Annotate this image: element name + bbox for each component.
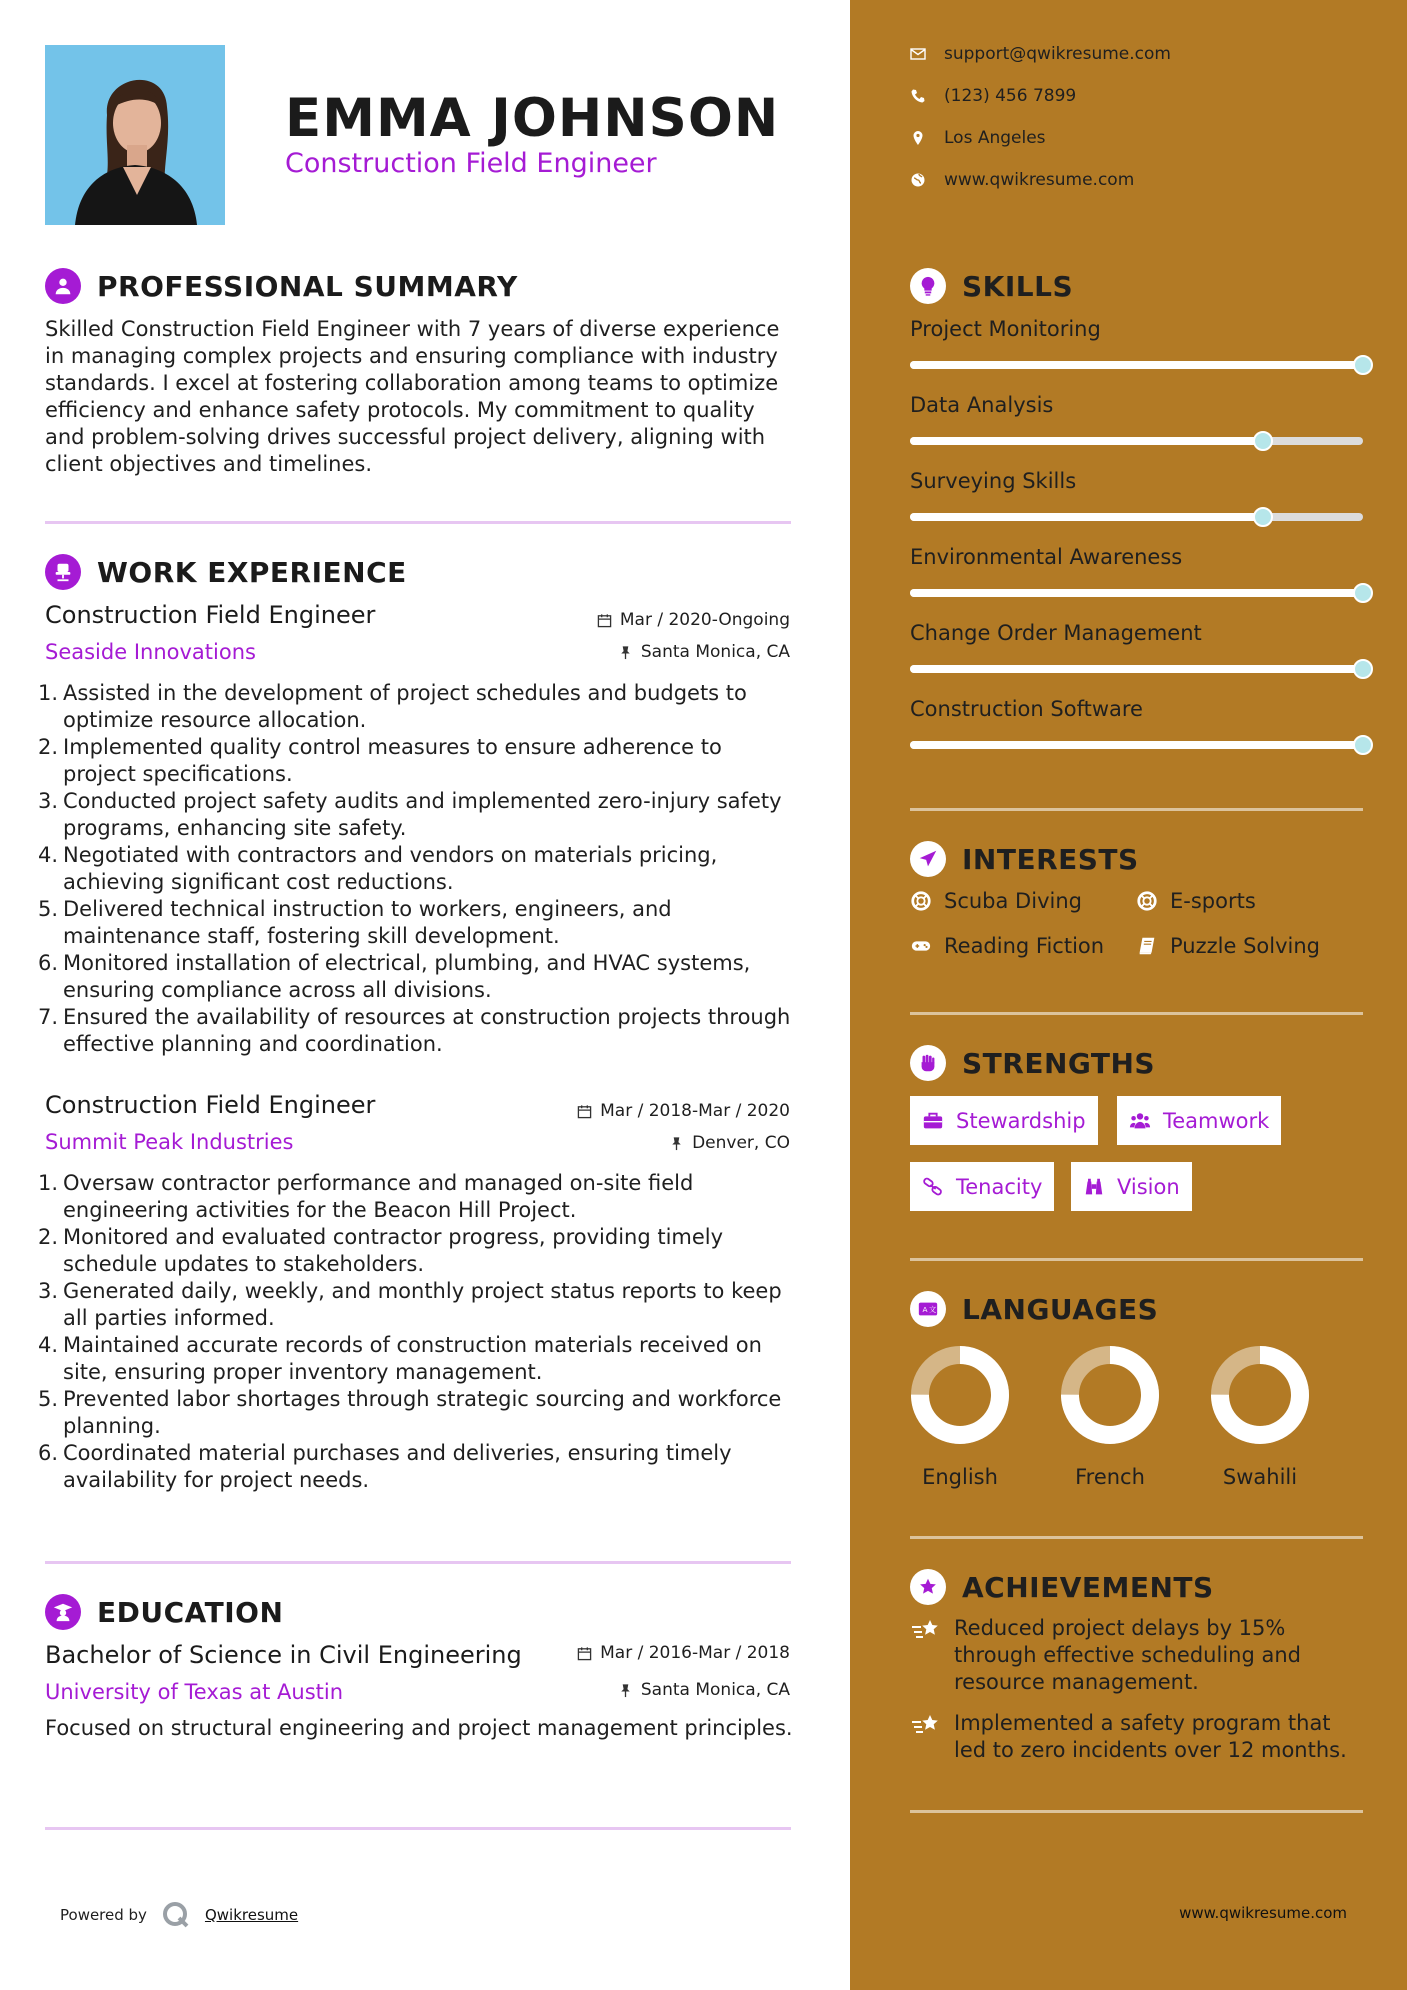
language-item <box>900 1345 1020 1489</box>
skill-name: Environmental Awareness <box>910 545 1183 569</box>
list-item: 6. Coordinated material purchases and deliveries, ensuring timely availability for project needs. <box>38 1441 732 1492</box>
language-name: English <box>922 1465 998 1489</box>
list-item: 7. Ensured the availability of resources at construction projects through effective planning and coordination. <box>38 1005 791 1056</box>
list-item: 2. Monitored and evaluated contractor progress, providing timely schedule updates to stakeholders. <box>38 1225 724 1276</box>
candidate-name: EMMA JOHNSON <box>285 88 780 149</box>
skill-level-fill <box>910 741 1363 749</box>
book-icon <box>1136 935 1158 957</box>
skill-level-knob <box>1353 355 1373 375</box>
strength-chip: Vision <box>1071 1162 1192 1211</box>
graduate-icon <box>45 1594 81 1630</box>
office-chair-icon <box>45 554 81 590</box>
skill-name: Construction Software <box>910 697 1143 721</box>
section-divider <box>910 1258 1363 1261</box>
list-item: 3. Generated daily, weekly, and monthly project status reports to keep all parties informed. <box>38 1279 782 1330</box>
qwikresume-link[interactable]: Qwikresume <box>204 1906 299 1924</box>
shooting-star-icon <box>910 1617 942 1645</box>
qwikresume-logo-icon <box>161 1900 191 1930</box>
skill-name: Project Monitoring <box>910 317 1101 341</box>
candidate-title: Construction Field Engineer <box>285 148 657 179</box>
pushpin-icon <box>618 1683 633 1698</box>
education-heading: EDUCATION <box>45 1594 283 1630</box>
pushpin-icon <box>669 1136 684 1151</box>
envelope-icon <box>910 46 926 62</box>
skill-level-bar <box>910 437 1363 445</box>
job-location: Denver, CO <box>669 1133 790 1153</box>
skill-level-knob <box>1353 735 1373 755</box>
language-name: French <box>1075 1465 1145 1489</box>
job-dates: Mar / 2018-Mar / 2020 <box>577 1101 790 1121</box>
skill-name: Data Analysis <box>910 393 1054 417</box>
profile-photo <box>45 45 225 225</box>
languages-heading: A 文 LANGUAGES <box>910 1291 1158 1327</box>
skill-level-fill <box>910 361 1363 369</box>
education-text: Focused on structural engineering and project management principles. <box>45 1716 793 1740</box>
svg-text:A: A <box>922 1305 928 1315</box>
section-divider <box>45 1827 791 1830</box>
job-dates: Mar / 2020-Ongoing <box>597 610 790 630</box>
pushpin-icon <box>618 645 633 660</box>
contact-phone[interactable]: (123) 456 7899 <box>910 86 1076 106</box>
experience-heading: WORK EXPERIENCE <box>45 554 407 590</box>
interest-item: E-sports <box>1136 889 1256 913</box>
section-divider <box>910 1536 1363 1539</box>
language-item <box>1200 1345 1320 1489</box>
list-item: 5. Prevented labor shortages through strategic sourcing and workforce planning. <box>38 1387 782 1438</box>
job-responsibilities <box>38 680 798 1058</box>
degree-title: Bachelor of Science in Civil Engineering <box>45 1641 522 1669</box>
summary-heading: PROFESSIONAL SUMMARY <box>45 268 518 304</box>
users-icon <box>1129 1110 1151 1132</box>
job-title: Construction Field Engineer <box>45 1091 376 1119</box>
list-item: 5. Delivered technical instruction to workers, engineers, and maintenance staff, fostering skill development. <box>38 897 672 948</box>
language-name: Swahili <box>1222 1465 1298 1489</box>
svg-text:文: 文 <box>928 1305 937 1315</box>
fist-icon <box>910 1045 946 1081</box>
contact-website[interactable]: www.qwikresume.com <box>910 170 1134 190</box>
skill-level-fill <box>910 665 1363 673</box>
list-item: 1. Oversaw contractor performance and managed on-site field engineering activities for the Beacon Hill Project. <box>38 1171 694 1222</box>
list-item: 4. Negotiated with contractors and vendors on materials pricing, achieving significant cost reductions. <box>38 843 718 894</box>
globe-icon <box>910 172 926 188</box>
job-location: Santa Monica, CA <box>618 642 790 662</box>
achievement-item: Implemented a safety program that led to zero incidents over 12 months. <box>910 1710 1350 1764</box>
education-dates: Mar / 2016-Mar / 2018 <box>577 1643 790 1663</box>
phone-icon <box>910 88 926 104</box>
strengths-heading: STRENGTHS <box>910 1045 1155 1081</box>
skill-level-bar <box>910 513 1363 521</box>
section-divider <box>45 521 791 524</box>
achievements-heading: ACHIEVEMENTS <box>910 1569 1214 1605</box>
skill-name: Change Order Management <box>910 621 1202 645</box>
skill-level-bar <box>910 665 1363 673</box>
language-level-donut <box>910 1345 1010 1445</box>
achievement-item: Reduced project delays by 15% through effective scheduling and resource management. <box>910 1615 1350 1696</box>
strength-chip: Teamwork <box>1117 1096 1281 1145</box>
binoculars-icon <box>1083 1176 1105 1198</box>
education-location: Santa Monica, CA <box>618 1680 790 1700</box>
job-title: Construction Field Engineer <box>45 601 376 629</box>
language-item <box>1050 1345 1170 1489</box>
section-divider <box>910 1012 1363 1015</box>
contact-location: Los Angeles <box>910 128 1046 148</box>
skill-level-knob <box>1353 659 1373 679</box>
map-marker-icon <box>910 130 926 146</box>
lightbulb-icon <box>910 268 946 304</box>
contact-email[interactable]: support@qwikresume.com <box>910 44 1171 64</box>
strength-chip: Stewardship <box>910 1096 1098 1145</box>
strength-chip: Tenacity <box>910 1162 1054 1211</box>
school-name: University of Texas at Austin <box>45 1680 344 1704</box>
job-company: Summit Peak Industries <box>45 1130 294 1154</box>
skill-level-fill <box>910 437 1263 445</box>
list-item: 2. Implemented quality control measures to ensure adherence to project specifications. <box>38 735 722 786</box>
section-divider <box>910 1810 1363 1813</box>
interest-item: Reading Fiction <box>910 934 1104 958</box>
skill-name: Surveying Skills <box>910 469 1077 493</box>
language-level-donut <box>1210 1345 1310 1445</box>
footer-website[interactable]: www.qwikresume.com <box>1179 1904 1347 1922</box>
lifebuoy-icon <box>910 890 932 912</box>
skill-level-bar <box>910 361 1363 369</box>
calendar-icon <box>597 613 612 628</box>
skill-level-fill <box>910 513 1263 521</box>
paper-plane-icon <box>910 841 946 877</box>
list-item: 6. Monitored installation of electrical, plumbing, and HVAC systems, ensuring compliance across all divisions. <box>38 951 751 1002</box>
section-divider <box>45 1561 791 1564</box>
user-icon <box>45 268 81 304</box>
calendar-icon <box>577 1646 592 1661</box>
job-company: Seaside Innovations <box>45 640 256 664</box>
person-photo-icon <box>45 45 225 225</box>
calendar-icon <box>577 1104 592 1119</box>
link-icon <box>922 1176 944 1198</box>
star-badge-icon <box>910 1569 946 1605</box>
language-level-donut <box>1060 1345 1160 1445</box>
interest-item: Puzzle Solving <box>1136 934 1320 958</box>
lifebuoy-icon <box>1136 890 1158 912</box>
gamepad-icon <box>910 935 932 957</box>
interests-heading: INTERESTS <box>910 841 1139 877</box>
briefcase-icon <box>922 1110 944 1132</box>
skill-level-bar <box>910 741 1363 749</box>
section-divider <box>910 808 1363 811</box>
skill-level-fill <box>910 589 1363 597</box>
list-item: 4. Maintained accurate records of construction materials received on site, ensuring proper inventory management. <box>38 1333 762 1384</box>
job-responsibilities <box>38 1170 798 1494</box>
summary-text: Skilled Construction Field Engineer with 7 years of diverse experience in managing complex projects and ensuring compliance with industry standards. I excel at fostering collaboration among teams to optimize efficiency and enhance safety protocols. My commitment to quality and problem-solving drives successful project delivery, aligning with client objectives and timelines. <box>45 317 780 476</box>
skills-heading: SKILLS <box>910 268 1073 304</box>
powered-by: Powered by Qwikresume <box>60 1900 298 1930</box>
skill-level-knob <box>1353 583 1373 603</box>
skill-level-bar <box>910 589 1363 597</box>
list-item: 1. Assisted in the development of project schedules and budgets to optimize resource allocation. <box>38 681 747 732</box>
interest-item: Scuba Diving <box>910 889 1082 913</box>
list-item: 3. Conducted project safety audits and implemented zero-injury safety programs, enhancing site safety. <box>38 789 782 840</box>
shooting-star-icon <box>910 1712 942 1740</box>
translate-icon <box>910 1291 946 1327</box>
